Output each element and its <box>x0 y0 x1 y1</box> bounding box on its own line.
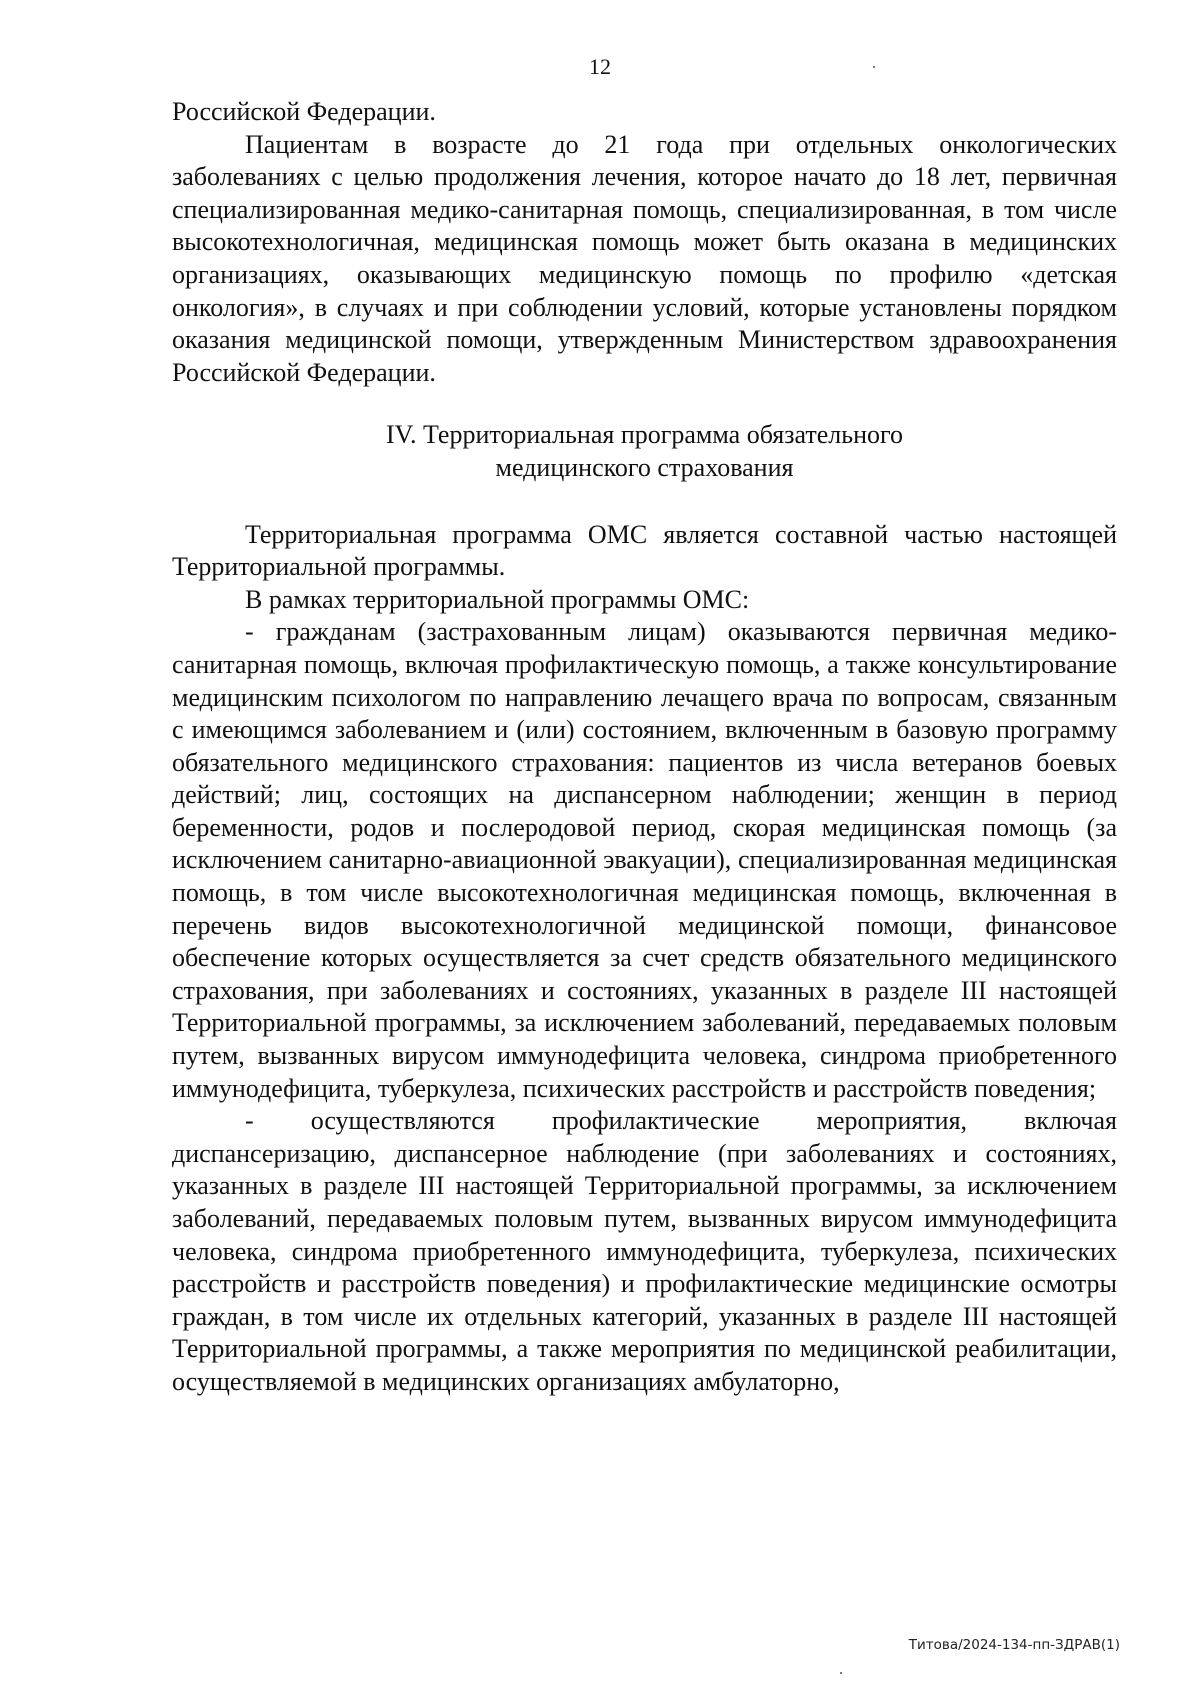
paragraph-continuation: Российской Федерации. <box>172 97 436 126</box>
page-number: 12 <box>589 54 611 79</box>
section-heading-line-2: медицинского страхования <box>495 452 794 482</box>
document-body <box>172 96 1117 1399</box>
document-footer-code: Титова/2024-134-пп-ЗДРАВ(1) <box>908 1637 1120 1653</box>
list-item-citizens-care: - гражданам (застрахованным лицам) оказываются первичная медико-санитарная помощь, включая профилактическую помощь, а также консультирование медицинским психологом по направлению лечащего врача по вопросам, связанным с имеющимся заболеванием и (или) состоянием, включенным в базовую программу обязательного медицинского страхования: пациентов из числа ветеранов боевых действий; лиц, состоящих на диспансерном наблюдении; женщин в период беременности, родов и послеродовой период, скорая медицинская помощь (за исключением санитарно-авиационной эвакуации), специализированная медицинская помощь, в том числе высокотехнологичная медицинская помощь, включенная в перечень видов высокотехнологичной медицинской помощи, финансовое обеспечение которых осуществляется за счет средств обязательного медицинского страхования, при заболеваниях и состояниях, указанных в разделе III настоящей Территориальной программы, за исключением заболеваний, передаваемых половым путем, вызванных вирусом иммунодефицита человека, синдрома приобретенного иммунодефицита, туберкулеза, психических расстройств и расстройств поведения; <box>172 617 1117 1103</box>
section-heading <box>172 419 1117 484</box>
scan-speck-bottom <box>840 1672 842 1674</box>
paragraph-oms-scope: В рамках территориальной программы ОМС: <box>245 584 750 614</box>
paragraph-oms-program: Территориальная программа ОМС является составной частью настоящей Территориальной программы. <box>172 519 1117 582</box>
paragraph-oncology-patients: Пациентам в возрасте до 21 года при отдельных онкологических заболеваниях с целью продолжения лечения, которое начато до 18 лет, первичная специализированная медико-санитарная помощь, специализированная, в том числе высокотехнологичная, медицинская помощь может быть оказана в медицинских организациях, оказывающих медицинскую помощь по профилю «детская онкология», в случаях и при соблюдении условий, которые установлены порядком оказания медицинской помощи, утвержденным Министерством здравоохранения Российской Федерации. <box>172 129 1117 387</box>
scan-speck-top <box>873 66 875 68</box>
list-item-preventive-measures: - осуществляются профилактические мероприятия, включая диспансеризацию, диспансерное наблюдение (при заболеваниях и состояниях, указанных в разделе III настоящей Территориальной программы, за исключением заболеваний, передаваемых половым путем, вызванных вирусом иммунодефицита человека, синдрома приобретенного иммунодефицита, туберкулеза, психических расстройств и расстройств поведения) и профилактические медицинские осмотры граждан, в том числе их отдельных категорий, указанных в разделе III настоящей Территориальной программы, а также мероприятия по медицинской реабилитации, осуществляемой в медицинских организациях амбулаторно, <box>172 1106 1117 1396</box>
section-heading-line-1: IV. Территориальная программа обязательного <box>385 420 904 450</box>
